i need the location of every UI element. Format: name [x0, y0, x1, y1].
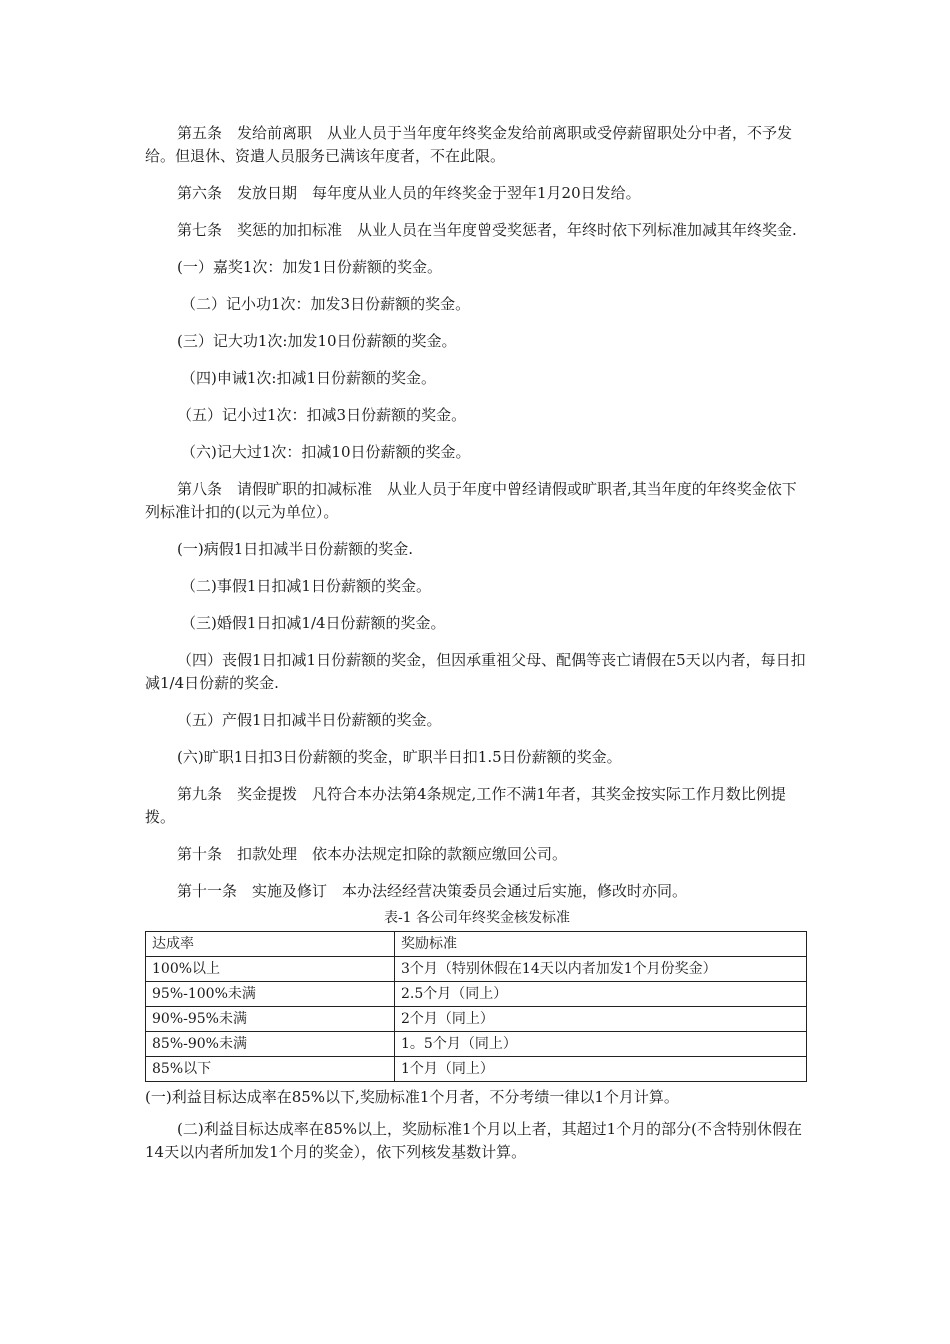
article-6: 第六条 发放日期 每年度从业人员的年终奖金于翌年1月20日发给。 — [177, 184, 641, 202]
table-caption: 表-1 各公司年终奖金核发标准 — [383, 910, 571, 926]
table-cell: 85%以下 — [146, 1057, 395, 1082]
article-11: 第十一条 实施及修订 本办法经经营决策委员会通过后实施，修改时亦同。 — [177, 882, 688, 900]
table-row — [146, 982, 807, 1007]
article-7: 第七条 奖惩的加扣标准 从业人员在当年度曾受奖惩者，年终时依下列标准加减其年终奖金. — [177, 221, 797, 239]
article-8-item: (六)旷职1日扣3日份薪额的奖金，旷职半日扣1.5日份薪额的奖金。 — [177, 748, 622, 766]
article-8-item: （二)事假1日扣减1日份薪额的奖金。 — [181, 577, 431, 595]
bonus-standard-table — [145, 931, 807, 1082]
table-cell: 1。5个月（同上） — [395, 1032, 807, 1057]
note-1: (一)利益目标达成率在85%以下,奖励标准1个月者，不分考绩一律以1个月计算。 — [145, 1088, 679, 1106]
article-7-item: （五）记小过1次：扣减3日份薪额的奖金。 — [177, 406, 467, 424]
article-7-item: （四)申诫1次:扣减1日份薪额的奖金。 — [181, 369, 436, 387]
table-row — [146, 1007, 807, 1032]
article-10: 第十条 扣款处理 依本办法规定扣除的款额应缴回公司。 — [177, 845, 568, 863]
article-5: 第五条 发给前离职 从业人员于当年度年终奖金发给前离职或受停薪留职处分中者，不予发给。但退休、资遣人员服务已满该年度者，不在此限。 — [145, 124, 793, 165]
table-header-cell: 达成率 — [146, 932, 395, 957]
article-8-item: （五）产假1日扣减半日份薪额的奖金。 — [177, 711, 442, 729]
article-8: 第八条 请假旷职的扣减标准 从业人员于年度中曾经请假或旷职者,其当年度的年终奖金依下列标准计扣的(以元为单位）。 — [145, 480, 797, 521]
table-cell: 95%-100%未满 — [146, 982, 395, 1007]
table-row — [146, 1057, 807, 1082]
article-7-item: (三）记大功1次:加发10日份薪额的奖金。 — [177, 332, 457, 350]
table-cell: 3个月（特别休假在14天以内者加发1个月份奖金） — [395, 957, 807, 982]
article-9: 第九条 奖金提拨 凡符合本办法第4条规定,工作不满1年者，其奖金按实际工作月数比例提拨。 — [145, 785, 786, 826]
table-row — [146, 1032, 807, 1057]
article-7-item: (一）嘉奖1次：加发1日份薪额的奖金。 — [177, 258, 442, 276]
article-7-item: （二）记小功1次：加发3日份薪额的奖金。 — [181, 295, 471, 313]
table-cell: 2个月（同上） — [395, 1007, 807, 1032]
article-8-item: （四）丧假1日扣减1日份薪额的奖金，但因承重祖父母、配偶等丧亡请假在5天以内者，每日扣减1/4日份薪的奖金. — [145, 651, 806, 692]
table-header-row — [146, 932, 807, 957]
table-cell: 85%-90%未满 — [146, 1032, 395, 1057]
note-2: (二)利益目标达成率在85%以上，奖励标准1个月以上者，其超过1个月的部分(不含特别休假在14天以内者所加发1个月的奖金），依下列核发基数计算。 — [145, 1120, 802, 1161]
article-8-item: (一)病假1日扣减半日份薪额的奖金. — [177, 540, 414, 558]
table-header-cell: 奖励标准 — [395, 932, 807, 957]
article-7-item: （六)记大过1次：扣减10日份薪额的奖金。 — [181, 443, 471, 461]
document-page — [145, 122, 809, 1164]
table-cell: 100%以上 — [146, 957, 395, 982]
article-8-item: （三)婚假1日扣减1/4日份薪额的奖金。 — [181, 614, 446, 632]
table-row — [146, 957, 807, 982]
table-cell: 90%-95%未满 — [146, 1007, 395, 1032]
table-cell: 2.5个月（同上） — [395, 982, 807, 1007]
table-cell: 1个月（同上） — [395, 1057, 807, 1082]
